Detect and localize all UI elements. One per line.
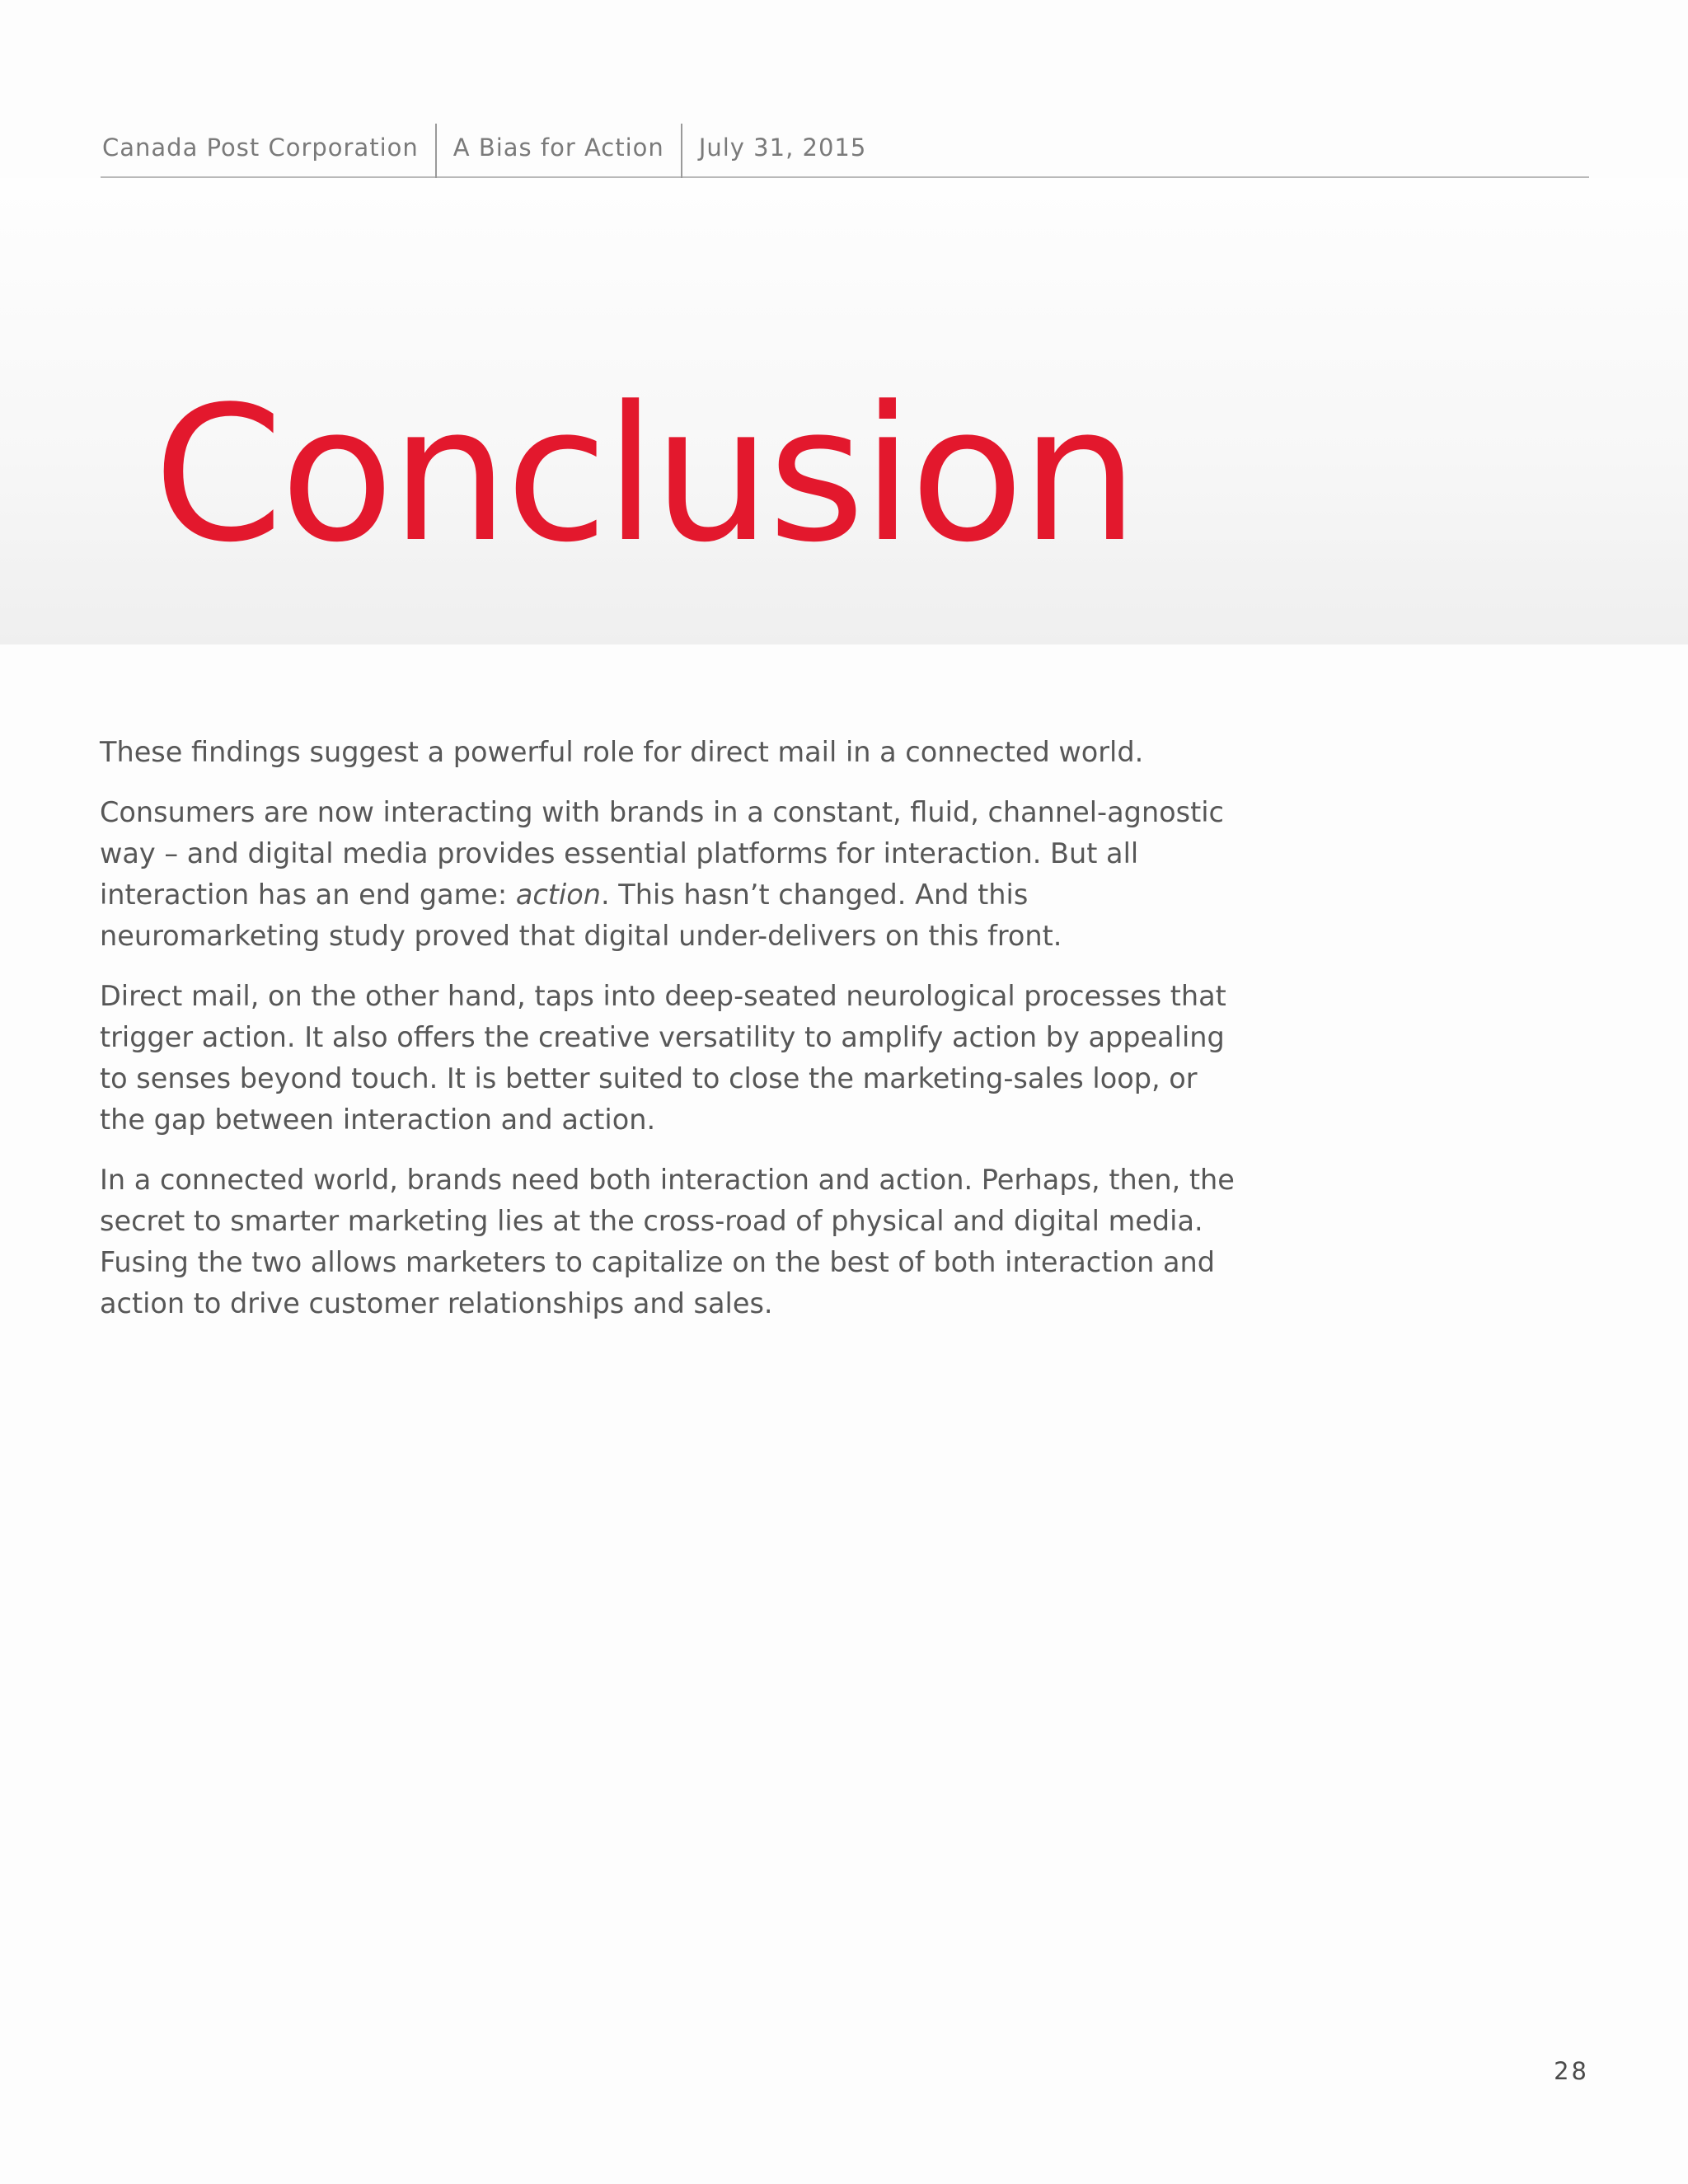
paragraph-1: These findings suggest a powerful role for direct mail in a connected world. — [100, 736, 1144, 768]
page-title: Conclusion — [153, 367, 1136, 583]
body-text — [100, 732, 1237, 1343]
title-band — [0, 178, 1688, 644]
paragraph-3: Direct mail, on the other hand, taps into deep-seated neurological processes that trigger action. It also offers the creative versatility to amplify action by appealing to senses beyond touch. It is better suited to close the marketing-sales loop, or the gap between interaction and action. — [100, 980, 1226, 1136]
paragraph-2-text-end: . This hasn’t changed. And this neuromarketing study proved that digital under-delivers on this front. — [100, 879, 1062, 952]
header-organization: Canada Post Corporation — [102, 134, 419, 162]
running-header — [101, 124, 1589, 178]
header-report-title: A Bias for Action — [452, 134, 664, 162]
paragraph-2-emphasis: action — [515, 879, 601, 911]
paragraph-4: In a connected world, brands need both interaction and action. Perhaps, then, the secret to smarter marketing lies at the cross-road of physical and digital media. Fusing the two allows marketers to capitalize on the best of both interaction and action to drive customer relationships and sales. — [100, 1164, 1235, 1319]
header-date: July 31, 2015 — [698, 134, 867, 162]
paragraph-2-text-start: Consumers are now interacting with brands in a constant, fluid, channel-agnostic way – and digital media provides essential platforms for interaction. But all interaction has an end game: — [100, 796, 1224, 911]
page-number: 28 — [1554, 2057, 1589, 2085]
paragraph-2 — [100, 792, 1237, 957]
